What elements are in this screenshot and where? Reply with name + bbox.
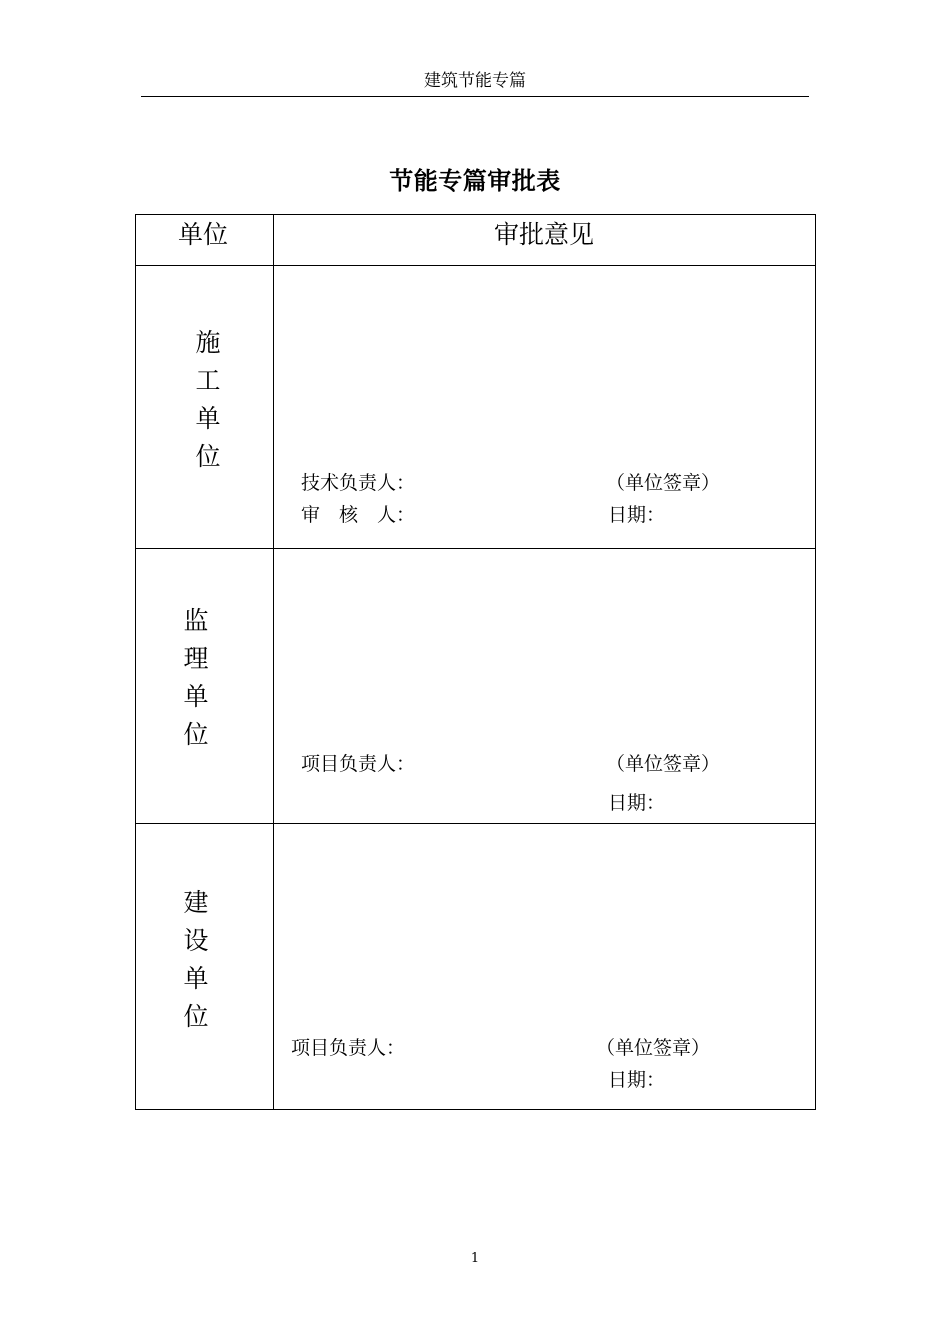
running-header: 建筑节能专篇: [424, 71, 526, 91]
unit-label-char: 单: [183, 964, 209, 993]
approval-table: [135, 214, 816, 1110]
unit-label-supervision: [176, 602, 216, 754]
date-label: 日期：: [608, 504, 666, 526]
technical-lead-label: 技术负责人：: [301, 472, 416, 494]
unit-column-header: 单位: [178, 220, 229, 249]
unit-label-char: 工: [195, 366, 221, 395]
unit-label-char: 位: [195, 442, 221, 471]
table-row-owner-unit: [136, 823, 815, 1111]
unit-seal-label: （单位签章）: [606, 753, 721, 775]
date-label: 日期：: [608, 792, 666, 814]
unit-seal-label: （单位签章）: [606, 472, 721, 494]
reviewer-label: 审 核 人：: [301, 504, 416, 526]
opinion-column-header: 审批意见: [494, 220, 595, 249]
project-lead-label: 项目负责人：: [291, 1037, 406, 1059]
table-row-supervision-unit: [136, 548, 815, 823]
unit-label-char: 位: [183, 1002, 209, 1031]
unit-label-char: 设: [183, 926, 209, 955]
unit-label-char: 单: [195, 404, 221, 433]
date-label: 日期：: [608, 1069, 666, 1091]
unit-label-char: 位: [183, 720, 209, 749]
unit-label-char: 监: [183, 606, 209, 635]
unit-label-char: 单: [183, 682, 209, 711]
unit-seal-label: （单位签章）: [596, 1037, 711, 1059]
unit-label-char: 建: [183, 888, 209, 917]
header-rule: [141, 96, 809, 97]
table-header-row: [136, 215, 815, 265]
unit-label-construction: [188, 324, 228, 476]
page-number: 1: [470, 1251, 480, 1266]
unit-label-char: 施: [195, 328, 221, 357]
unit-label-char: 理: [183, 644, 209, 673]
form-title: 节能专篇审批表: [389, 167, 561, 195]
project-lead-label: 项目负责人：: [301, 753, 416, 775]
table-row-construction-unit: [136, 265, 815, 548]
unit-label-owner: [176, 884, 216, 1036]
